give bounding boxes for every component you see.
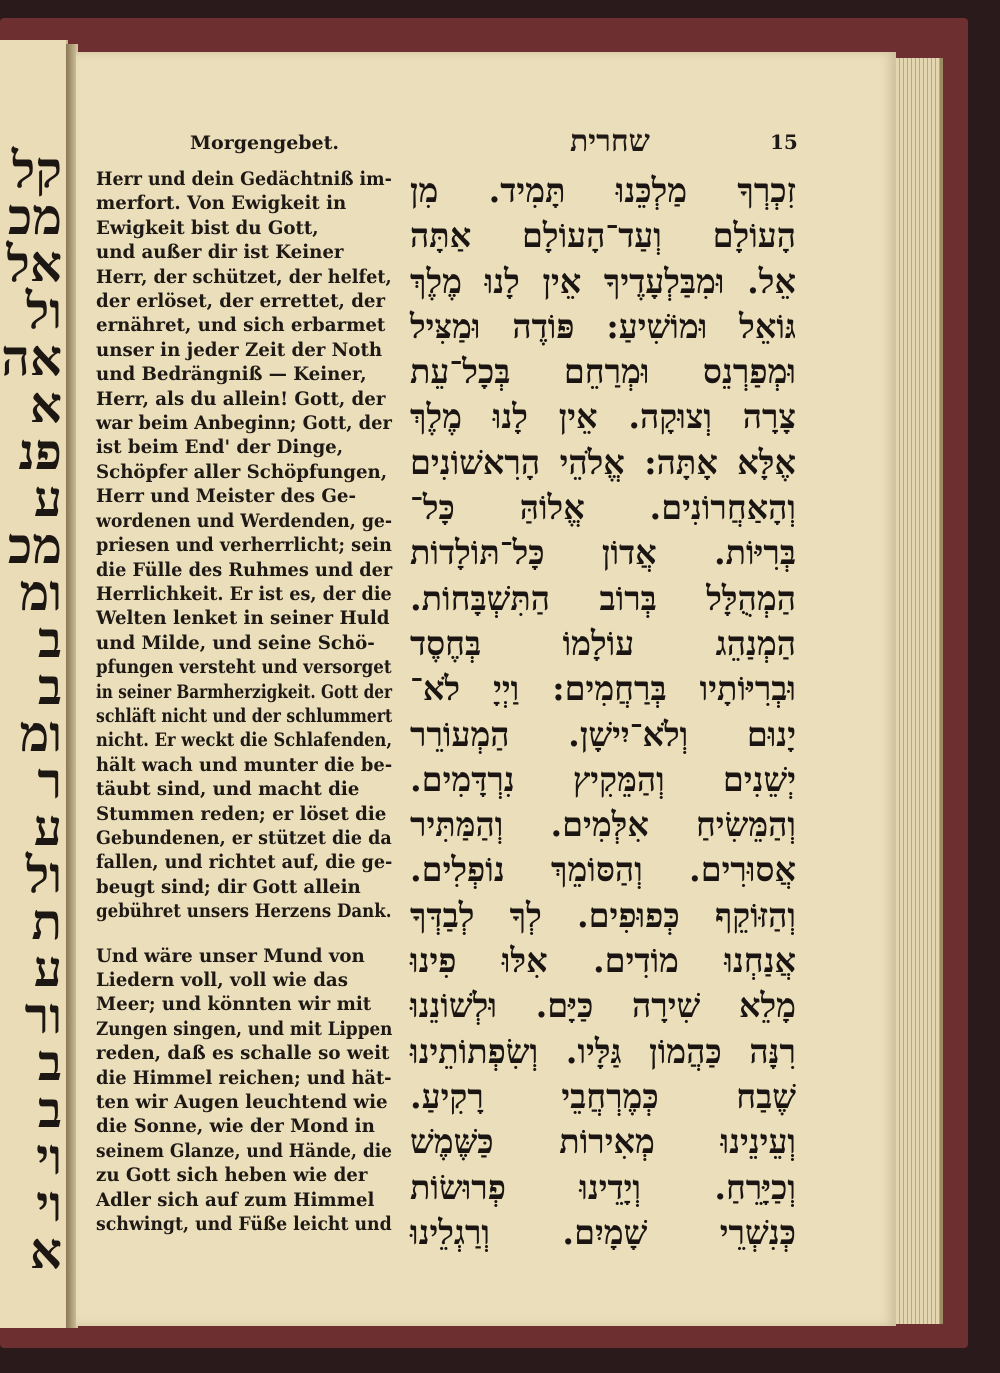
german-line: Gebundenen, er stützet die da — [96, 827, 392, 849]
left-page-fragment: קל — [11, 140, 62, 199]
german-line: Herrlichkeit. Er ist es, der die — [96, 583, 392, 605]
page-edges — [896, 58, 943, 1324]
paragraph-gap — [96, 925, 392, 945]
german-line: Meer; und könnten wir mit — [96, 994, 372, 1016]
german-line: ernähret, und sich erbarmet — [96, 315, 386, 337]
hebrew-line: הָעוֹלָם וְעַד־הָעוֹלָם אַתָּה — [410, 216, 796, 256]
hebrew-line: רִנָּה כַּהֲמוֹן גַּלָּיו. וְשִׂפְתוֹתֵינוּ — [410, 1031, 796, 1071]
german-line: unser in jeder Zeit der Noth — [96, 339, 383, 361]
left-page-fragment: ומ — [19, 563, 62, 622]
german-line: Adler sich auf zum Himmel — [96, 1189, 375, 1211]
german-line: reden, daß es schalle so weit — [96, 1043, 390, 1065]
german-line: in seiner Barmherzigkeit. Gott der — [96, 681, 393, 703]
german-line: priesen und verherrlicht; sein — [96, 535, 392, 557]
page-number: 15 — [770, 130, 798, 154]
german-line: schläft nicht und der schlummert — [96, 705, 393, 727]
hebrew-line: גּוֹאֵל וּמוֹשִׁיעַ: פּוֹדֶה וּמַצִּיל — [410, 306, 796, 346]
hebrew-line: אֶלָּא אָתָּה: אֱלֹהֵי הָרִאשׁוֹנִים — [410, 442, 796, 482]
left-page-fragment: ב — [37, 610, 62, 669]
running-header-hebrew: שחרית — [570, 124, 650, 159]
german-line: ist beim End' der Dinge, — [96, 437, 344, 459]
german-line: und außer dir ist Keiner — [96, 242, 344, 264]
german-line: beugt sind; dir Gott allein — [96, 876, 361, 898]
hebrew-line: כְּנִשְׁרֵי שָׁמָיִם. וְרַגְלֵינוּ — [410, 1212, 796, 1252]
german-line: Herr, als du allein! Gott, der — [96, 388, 386, 410]
left-page-fragment: ור — [24, 986, 62, 1045]
german-line: täubt sind, und macht die — [96, 779, 360, 801]
hebrew-line: יְשֵׁנִים וְהַמֵּקִיץ נִרְדָּמִים. — [410, 759, 796, 799]
left-page-fragment: ע — [33, 939, 62, 998]
german-line: gebühret unsers Herzens Dank. — [96, 901, 392, 923]
hebrew-prayer-column — [410, 168, 796, 1255]
german-line: Herr, der schützet, der helfet, — [96, 266, 392, 288]
left-page-fragment: ת — [31, 892, 62, 951]
hebrew-line: יָנוּם וְלֹא־יִישָׁן. הַמְעוֹרֵר — [410, 714, 796, 754]
left-page-fragment: ומ — [19, 704, 62, 763]
german-line: Und wäre unser Mund von — [96, 945, 365, 967]
german-line: war beim Anbeginn; Gott, der — [96, 413, 392, 435]
german-line: und Milde, und seine Schö- — [96, 632, 375, 654]
hebrew-line: וְהַמֵּשִׂיחַ אִלְּמִים. וְהַמַּתִּיר — [410, 805, 796, 845]
running-header-german: Morgengebet. — [190, 132, 340, 154]
german-line: nicht. Er weckt die Schlafenden, — [96, 730, 393, 752]
hebrew-line: שֶׁבַח כְּמֶרְחֲבֵי רָקִיעַ. — [410, 1076, 796, 1116]
left-page-fragment: ב — [37, 657, 62, 716]
german-line: die Sonne, wie der Mond in — [96, 1116, 375, 1138]
left-page-fragment: וי — [36, 1174, 62, 1233]
hebrew-line: צָרָה וְצוּקָה. אֵין לָנוּ מֶלֶךְ — [410, 397, 796, 437]
german-line: Herr und Meister des Ge- — [96, 486, 356, 508]
german-line: merfort. Von Ewigkeit in — [96, 193, 347, 215]
left-page-fragment: ב — [37, 1080, 62, 1139]
german-line: Ewigkeit bist du Gott, — [96, 217, 319, 239]
left-page-fragment: וי — [36, 1127, 62, 1186]
german-line: fallen, und richtet auf, die ge- — [96, 852, 393, 874]
hebrew-line: וְהַזּוֹקֵף כְּפוּפִים. לְךָ לְבַדְּךָ — [410, 895, 796, 935]
hebrew-line: וּבְרִיּוֹתָיו בְּרַחֲמִים: וַיְיָ לֹא־ — [410, 669, 796, 709]
hebrew-line: הַמְנַהֵג עוֹלָמוֹ בְּחֶסֶד — [410, 623, 796, 663]
german-line: Zungen singen, und mit Lippen — [96, 1018, 393, 1040]
left-page-fragment: ול — [25, 281, 62, 340]
hebrew-line: אֲסוּרִים. וְהַסּוֹמֵךְ נוֹפְלִים. — [410, 850, 796, 890]
left-page-edge — [0, 40, 68, 1328]
left-page-fragment: ב — [37, 1033, 62, 1092]
german-line: schwingt, und Füße leicht und — [96, 1214, 392, 1236]
german-line: Stummen reden; er löset die — [96, 803, 387, 825]
german-line: die Fülle des Ruhmes und der — [96, 559, 393, 581]
german-line: Schöpfer aller Schöpfungen, — [96, 461, 388, 483]
german-line: der erlöset, der errettet, der — [96, 291, 386, 313]
german-line: ten wir Augen leuchtend wie — [96, 1092, 388, 1114]
hebrew-line: וְעֵינֵינוּ מְאִירוֹת כַּשֶּׁמֶשׁ — [410, 1122, 796, 1162]
left-page-fragment: א — [29, 375, 62, 434]
left-page-fragment: אל — [6, 234, 62, 293]
german-line: Liedern voll, voll wie das — [96, 970, 348, 991]
german-translation-column — [96, 168, 392, 1237]
german-line: pfungen versteht und versorget — [96, 657, 392, 679]
hebrew-line: וּמְפַרְנֵס וּמְרַחֵם בְּכָל־עֵת — [410, 352, 796, 392]
hebrew-line: בְּרִיּוֹת. אֲדוֹן כָּל־תּוֹלָדוֹת — [410, 533, 796, 573]
hebrew-line: אֲנַחְנוּ מוֹדִים. אִלּוּ פִינוּ — [410, 941, 796, 981]
hebrew-line: וְכַיָּרֵחַ. וְיָדֵינוּ פְרוּשׂוֹת — [410, 1167, 796, 1207]
german-line: Welten lenket in seiner Huld — [96, 608, 390, 630]
left-page-fragment: ר — [37, 751, 62, 810]
german-line: Herr und dein Gedächtniß im- — [96, 169, 392, 190]
hebrew-line: אֵל. וּמִבַּלְעָדֶיךָ אֵין לָנוּ מֶלֶךְ — [410, 261, 796, 301]
left-page-fragment: מכ — [7, 187, 62, 246]
left-page-fragment: ול — [25, 845, 62, 904]
german-line: die Himmel reichen; und hät- — [96, 1067, 392, 1089]
german-line: wordenen und Werdenden, ge- — [96, 510, 393, 532]
left-page-fragment: ע — [33, 798, 62, 857]
german-line: zu Gott sich heben wie der — [96, 1165, 368, 1187]
german-line: seinem Glanze, und Hände, die — [96, 1140, 392, 1162]
german-line: und Bedrängniß — Keiner, — [96, 364, 367, 386]
hebrew-line: זִכְרְךָ מַלְכֵּנוּ תָּמִיד. מִן — [410, 171, 796, 210]
left-page-fragment: פנ — [18, 422, 62, 481]
hebrew-line: הַמְהֻלָּל בְּרוֹב הַתִּשְׁבָּחוֹת. — [410, 578, 796, 618]
hebrew-line: וְהָאַחֲרוֹנִים. אֱלוֹהַּ כָּל־ — [410, 488, 796, 528]
hebrew-line: מָלֵא שִׁירָה כַּיָּם. וּלְשׁוֹנֵנוּ — [410, 986, 796, 1026]
left-page-fragment: מכ — [7, 516, 62, 575]
german-line: hält wach und munter die be- — [96, 754, 393, 776]
left-page-fragment: אה — [1, 328, 62, 387]
left-page-fragment: ע — [33, 469, 62, 528]
left-page-fragment: א — [29, 1221, 62, 1280]
